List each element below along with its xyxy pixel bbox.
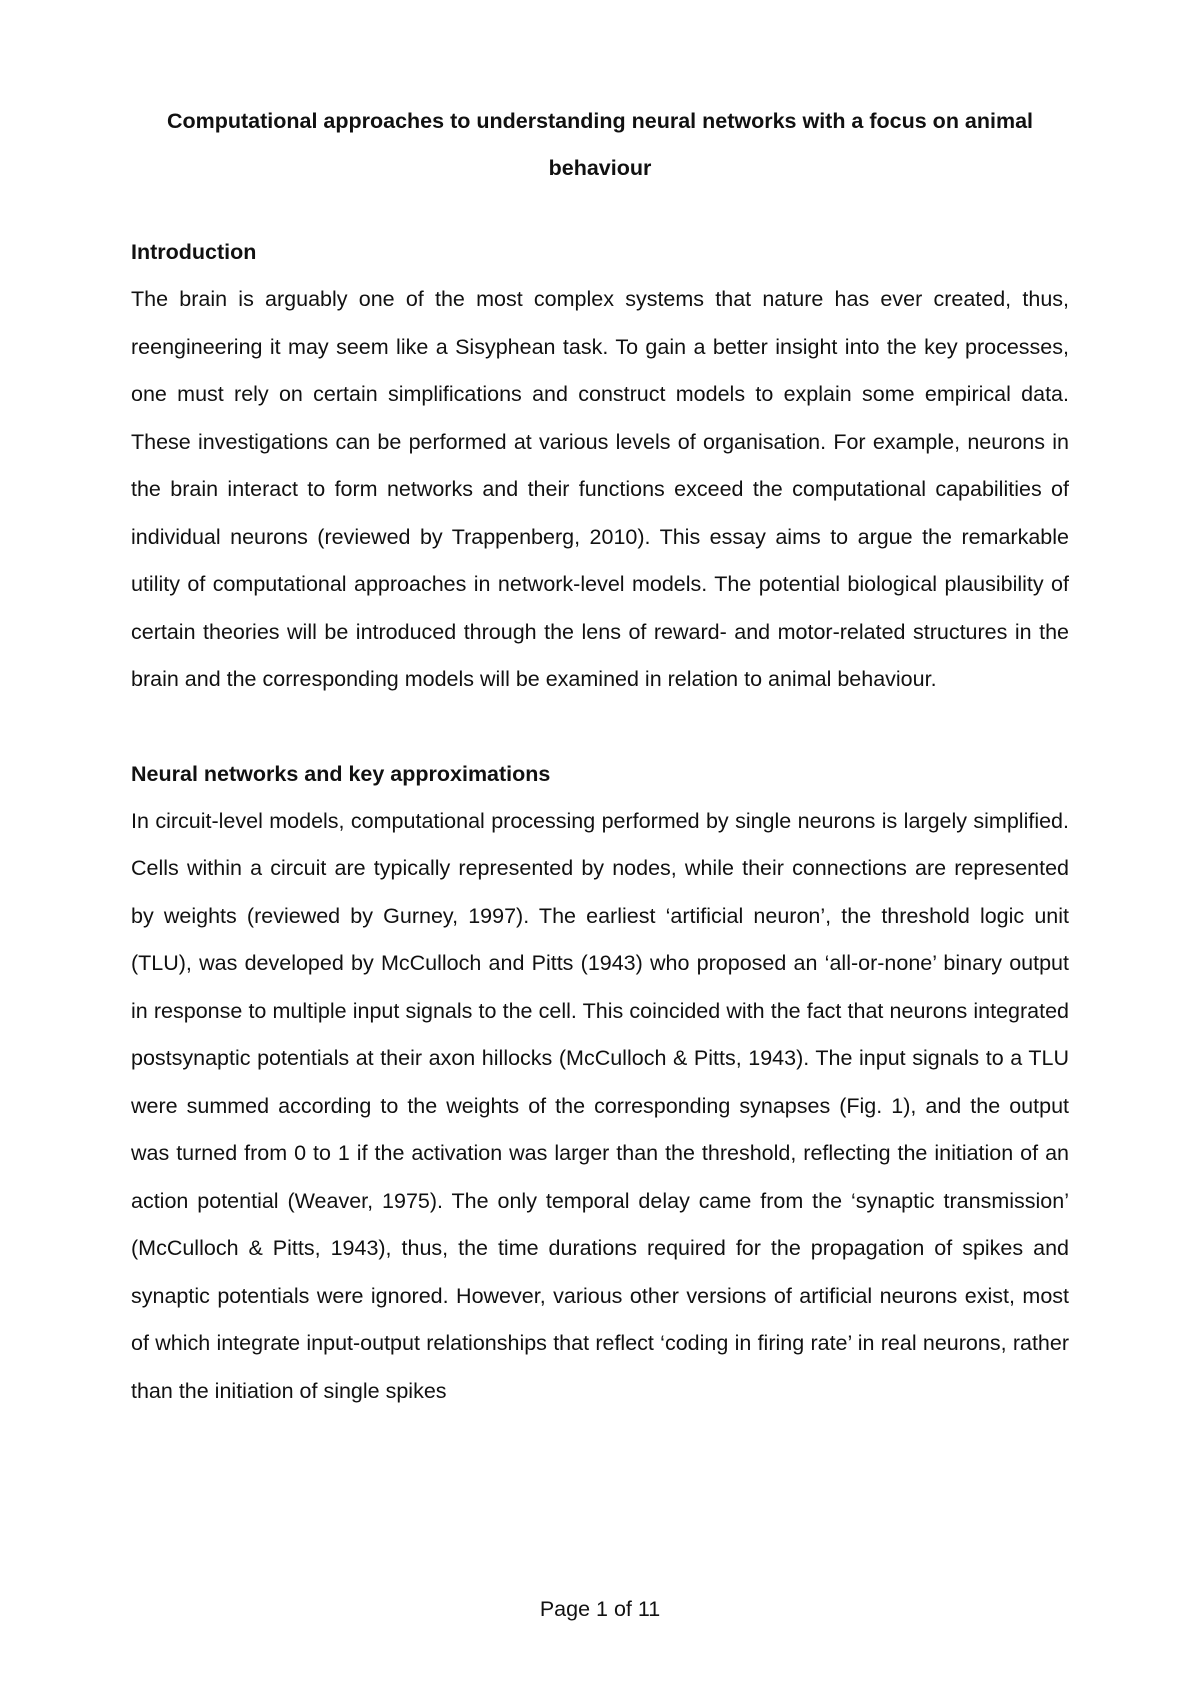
paragraph-introduction: The brain is arguably one of the most complex systems that nature has ever created, thus, reengineering it may seem like a Sisyphean task. To gain a better insight into the key processes, one must rely on certain simplifications and construct models to explain some empirical data. These investigations can be performed at various levels of organisation. For example, neurons in the brain interact to form networks and their functions exceed the computational capabilities of individual neurons (reviewed by Trappenberg, 2010). This essay aims to argue the remarkable utility of computational approaches in network-level models. The potential biological plausibility of certain theories will be introduced through the lens of reward- and motor-related structures in the brain and the corresponding models will be examined in relation to animal behaviour. (131, 287, 1069, 691)
section-heading-neural-networks: Neural networks and key approximations (131, 761, 551, 786)
section-heading-introduction: Introduction (131, 240, 257, 264)
section-spacer (131, 704, 1069, 751)
page-number-footer: Page 1 of 11 (539, 1597, 661, 1621)
document-title: Computational approaches to understanding neural networks with a focus on animal behaviour (166, 109, 1034, 180)
paragraph-neural-networks: In circuit-level models, computational processing performed by single neurons is largely simplified. Cells within a circuit are typically represented by nodes, while their connections are represented by weights (reviewed by Gurney, 1997). The earliest ‘artificial neuron’, the threshold logic unit (TLU), was developed by McCulloch and Pitts (1943) who proposed an ‘all-or-none’ binary output in response to multiple input signals to the cell. This coincided with the fact that neurons integrated postsynaptic potentials at their axon hillocks (McCulloch & Pitts, 1943). The input signals to a TLU were summed according to the weights of the corresponding synapses (Fig. 1), and the output was turned from 0 to 1 if the activation was larger than the threshold, reflecting the initiation of an action potential (Weaver, 1975). The only temporal delay came from the ‘synaptic transmission’ (McCulloch & Pitts, 1943), thus, the time durations required for the propagation of spikes and synaptic potentials were ignored. However, various other versions of artificial neurons exist, most of which integrate input-output relationships that reflect ‘coding in firing rate’ in real neurons, rather than the initiation of single spikes (131, 808, 1069, 1403)
